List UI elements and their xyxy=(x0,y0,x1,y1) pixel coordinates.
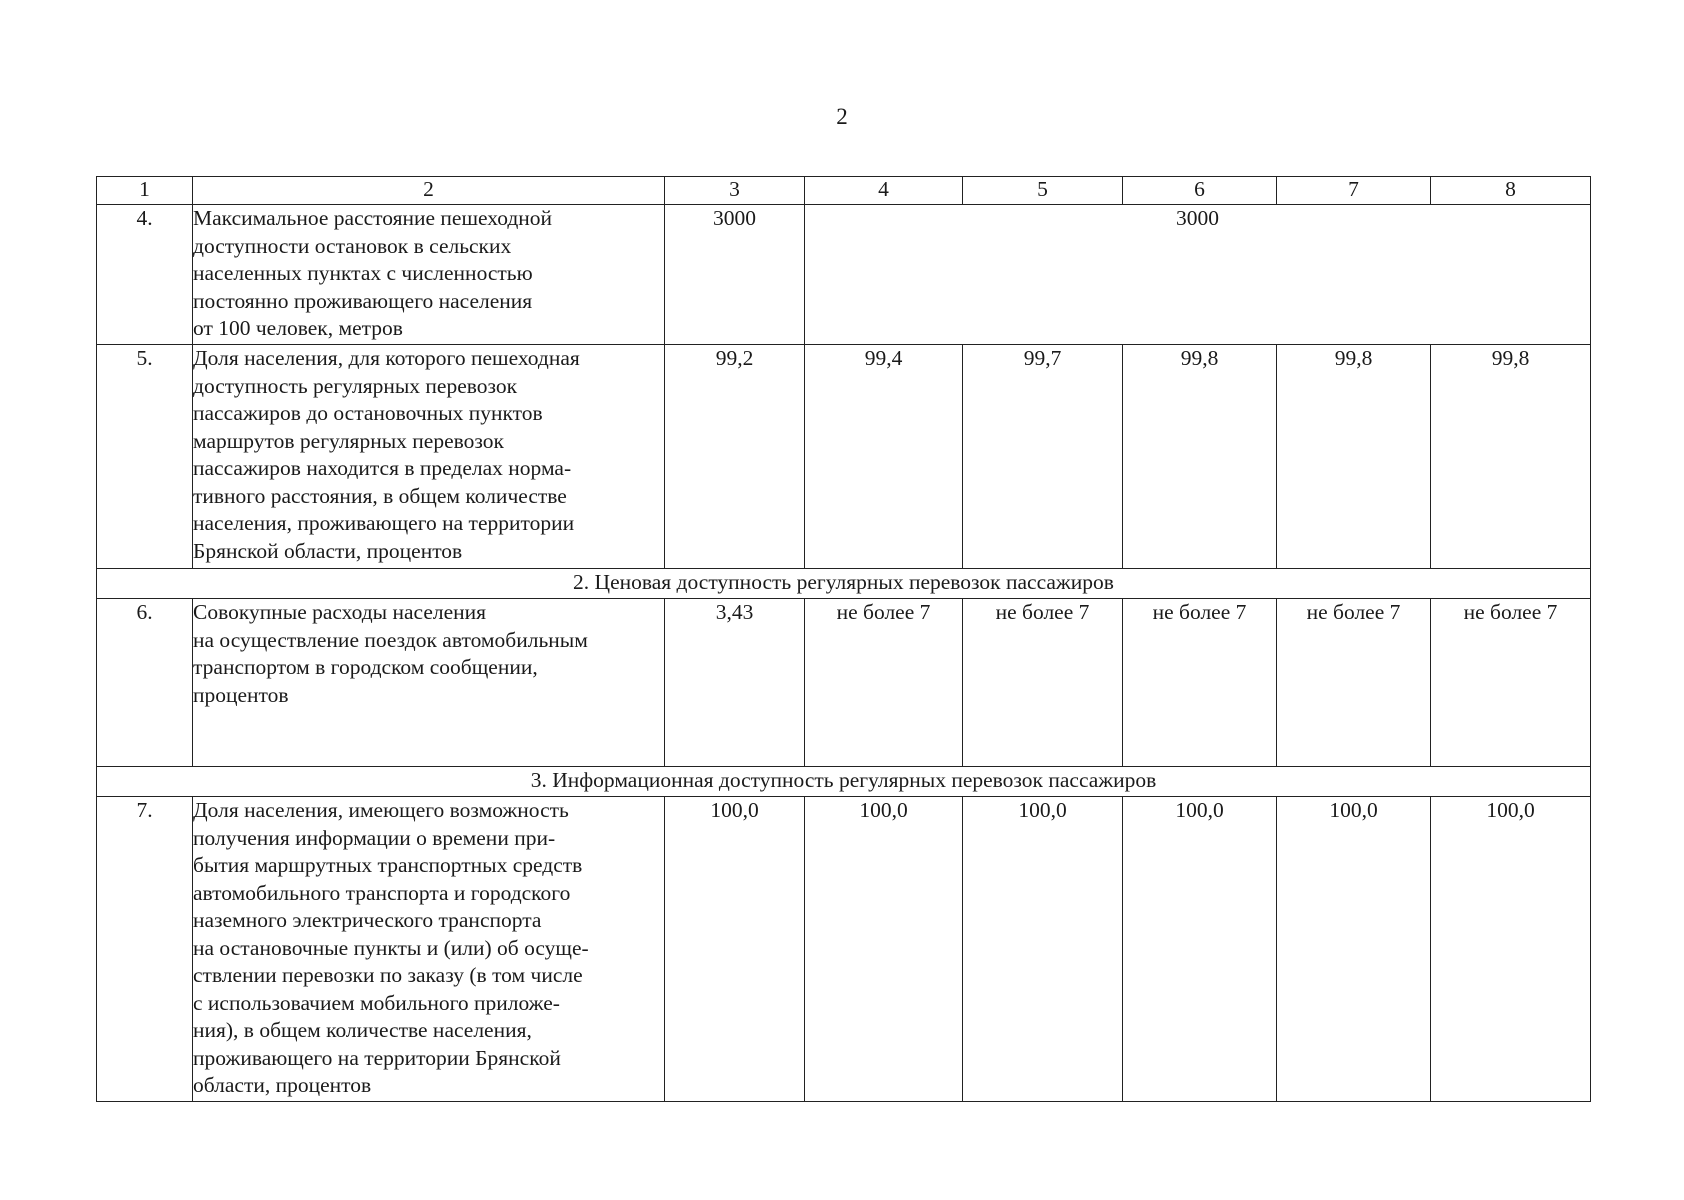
value-cell: 99,8 xyxy=(1277,345,1431,569)
table-row xyxy=(97,797,1591,1102)
description-line: Брянской области, процентов xyxy=(193,538,463,563)
description-line: пассажиров до остановочных пунктов xyxy=(193,401,543,425)
row-description xyxy=(193,205,665,345)
column-number: 7 xyxy=(1277,177,1431,205)
description-line: автомобильного транспорта и городского xyxy=(193,880,571,905)
row-number: 7. xyxy=(97,797,193,1102)
row-description xyxy=(193,797,665,1102)
column-number: 3 xyxy=(665,177,805,205)
value-cell: 3,43 xyxy=(665,599,805,767)
description-line: проживающего на территории Брянской xyxy=(193,1045,561,1070)
section-heading-row xyxy=(97,569,1591,599)
description-line: получения информации о времени при- xyxy=(193,825,556,850)
value-cell: 100,0 xyxy=(665,797,805,1102)
description-line: доступности остановок в сельских xyxy=(193,233,512,258)
value-cell: не более 7 xyxy=(1277,599,1431,767)
row-description xyxy=(193,345,665,569)
value-cell: 99,4 xyxy=(805,345,963,569)
value-cell: не более 7 xyxy=(963,599,1123,767)
description-line: доступность регулярных перевозок xyxy=(193,373,518,398)
value-cell: 99,7 xyxy=(963,345,1123,569)
description-line: Совокупные расходы населения xyxy=(193,600,487,624)
description-line: маршрутов регулярных перевозок xyxy=(193,428,504,453)
section-heading: 3. Информационная доступность регулярных перевозок пассажиров xyxy=(97,767,1591,797)
value-cell: 100,0 xyxy=(1123,797,1277,1102)
description-line: Доля населения, для которого пешеходная xyxy=(193,346,580,370)
section-heading-row xyxy=(97,767,1591,797)
row-number: 5. xyxy=(97,345,193,569)
row-number: 6. xyxy=(97,599,193,767)
row-number: 4. xyxy=(97,205,193,345)
column-number: 2 xyxy=(193,177,665,205)
description-line: Максимальное расстояние пешеходной xyxy=(193,206,553,230)
page-number: 2 xyxy=(836,104,848,129)
description-line: пассажиров находится в пределах норма- xyxy=(193,456,572,480)
value-cell: не более 7 xyxy=(805,599,963,767)
description-line: ния), в общем количестве населения, xyxy=(193,1018,532,1042)
description-line: населенных пунктах с численностью xyxy=(193,261,533,285)
value-cell: 3000 xyxy=(665,205,805,345)
description-line: населения, проживающего на территории xyxy=(193,511,575,535)
column-number: 4 xyxy=(805,177,963,205)
description-line: транспортом в городском сообщении, xyxy=(193,655,538,679)
section-heading: 2. Ценовая доступность регулярных перевозок пассажиров xyxy=(97,569,1591,599)
description-line: постоянно проживающего населения xyxy=(193,288,533,313)
description-line: наземного электрического транспорта xyxy=(193,908,542,932)
value-cell: 100,0 xyxy=(1277,797,1431,1102)
value-cell: не более 7 xyxy=(1431,599,1591,767)
value-cell: 100,0 xyxy=(805,797,963,1102)
indicators-table xyxy=(96,176,1591,1102)
column-number: 1 xyxy=(97,177,193,205)
column-number-row xyxy=(97,177,1591,205)
table-row xyxy=(97,599,1591,767)
value-cell: 99,8 xyxy=(1123,345,1277,569)
description-line: тивного расстояния, в общем количестве xyxy=(193,483,567,508)
column-number: 8 xyxy=(1431,177,1591,205)
table-row xyxy=(97,205,1591,345)
description-line: на остановочные пункты и (или) об осуще- xyxy=(193,935,589,960)
description-line: бытия маршрутных транспортных средств xyxy=(193,853,583,877)
description-line: Доля населения, имеющего возможность xyxy=(193,798,569,822)
description-line: области, процентов xyxy=(193,1073,372,1097)
value-cell: не более 7 xyxy=(1123,599,1277,767)
description-line: на осуществление поездок автомобильным xyxy=(193,627,588,652)
table-row xyxy=(97,345,1591,569)
description-line: ствлении перевозки по заказу (в том числе xyxy=(193,963,583,987)
value-cell: 99,8 xyxy=(1431,345,1591,569)
value-cell: 100,0 xyxy=(1431,797,1591,1102)
description-line: от 100 человек, метров xyxy=(193,316,403,340)
row-description xyxy=(193,599,665,767)
value-cell: 100,0 xyxy=(963,797,1123,1102)
column-number: 5 xyxy=(963,177,1123,205)
description-line: с использовачием мобильного приложе- xyxy=(193,990,560,1015)
description-line: процентов xyxy=(193,682,289,707)
column-number: 6 xyxy=(1123,177,1277,205)
value-cell: 99,2 xyxy=(665,345,805,569)
merged-value-cell: 3000 xyxy=(805,205,1591,345)
